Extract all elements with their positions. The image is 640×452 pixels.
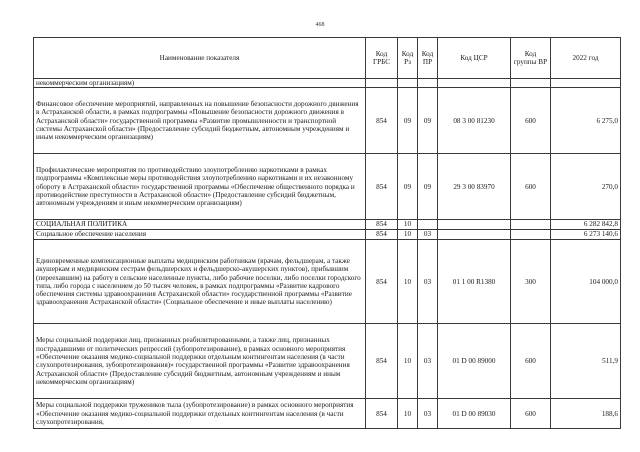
row-grbs: 854 [366,240,398,324]
row-name: Финансовое обеспечение мероприятий, направленных на повышение безопасности дорожного движения в Астраханской области, в рамках подпрограммы «Повышение безопасности дорожного движения в Астраханской области» государственной программы «Развитие промышленности и транспортной системы Астраханской области» (Предоставление субсидий бюджетным, автономным учреждениям и иным некоммерческим организациям) [34,88,366,154]
row-pr [418,79,438,88]
row-amount [551,79,621,88]
row-rz: 10 [398,220,418,230]
row-csr [438,79,511,88]
row-rz [398,79,418,88]
row-name: Единовременные компенсационные выплаты медицинским работникам (врачам, фельдшерам, а также акушеркам и медицинским сестрам фельдшерских и фельдшерско-акушерских пунктов), прибывшим (переехавшим) на работу в сельские населенные пункты, либо рабочие поселки, либо поселки городского типа, либо города с населением до 50 тысяч человек, в рамках подпрограммы «Развитие кадрового обеспечения системы здравоохранения Астраханской области» государственной программы «Развитие здравоохранения Астраханской области» (Социальное обеспечение и иные выплаты населению) [34,240,366,324]
column-header-year: 2022 год [551,38,621,79]
row-rz: 10 [398,230,418,240]
row-csr: 29 3 00 83970 [438,154,511,220]
table-header-row [34,38,621,79]
row-name: Меры социальной поддержки тружеников тыла (зубопротезирование) в рамках основного мероприятия «Обеспечение оказания медико-социальной поддержки отдельных контингентам населения (в части слухопротезирования, [34,399,366,429]
row-amount: 6 275,0 [551,88,621,154]
row-amount: 511,9 [551,324,621,399]
row-name: СОЦИАЛЬНАЯ ПОЛИТИКА [34,220,366,230]
row-csr: 08 3 00 81230 [438,88,511,154]
row-rz: 09 [398,88,418,154]
table-row-section [34,230,621,240]
table-row [34,399,621,429]
row-name: Меры социальной поддержки лиц, признанных реабилитированными, а также лиц, признанных пострадавшими от политических репрессий (зубопротезирование), в рамках основного мероприятия «Обеспечение оказания медико-социальной поддержки отдельным контингентам населения (в части слухопротезирования, зубопротезирования)» государственной программы «Развитие здравоохранения Астраханской области» (Предоставление субсидий бюджетным, автономным учреждениям и иным некоммерческим организациям) [34,324,366,399]
row-grbs: 854 [366,154,398,220]
row-amount: 188,6 [551,399,621,429]
row-pr [418,220,438,230]
table-row [34,154,621,220]
row-vr [511,79,551,88]
row-vr: 600 [511,324,551,399]
row-pr: 03 [418,399,438,429]
row-rz: 10 [398,240,418,324]
row-grbs: 854 [366,88,398,154]
table-row [34,240,621,324]
row-pr: 03 [418,240,438,324]
budget-table [33,37,621,429]
row-vr: 600 [511,154,551,220]
row-grbs: 854 [366,220,398,230]
row-amount: 104 000,0 [551,240,621,324]
row-vr: 600 [511,88,551,154]
table-row [34,79,621,88]
row-vr: 600 [511,399,551,429]
row-rz: 09 [398,154,418,220]
row-rz: 10 [398,399,418,429]
row-amount: 6 282 842,8 [551,220,621,230]
row-pr: 09 [418,154,438,220]
row-pr: 03 [418,230,438,240]
row-rz: 10 [398,324,418,399]
row-csr [438,230,511,240]
row-vr [511,230,551,240]
column-header-vr: Код группы ВР [511,38,551,79]
column-header-name: Наименование показателя [34,38,366,79]
row-name: Профилактические мероприятия по противодействию злоупотреблению наркотиками в рамках подпрограммы «Комплексные меры противодействия злоупотреблению наркотиками и их незаконному обороту в Астраханской области» государственной программы «Обеспечение общественного порядка и противодействие преступности в Астраханской области» (Предоставление субсидий бюджетным, автономным учреждениям и иным некоммерческим организациям) [34,154,366,220]
column-header-csr: Код ЦСР [438,38,511,79]
row-amount: 270,0 [551,154,621,220]
row-grbs [366,79,398,88]
row-grbs: 854 [366,399,398,429]
row-name: Социальное обеспечение населения [34,230,366,240]
row-vr [511,220,551,230]
row-name: некоммерческим организациям) [34,79,366,88]
table-row-section [34,220,621,230]
row-grbs: 854 [366,230,398,240]
page-number: 468 [315,22,325,28]
row-amount: 6 273 140,6 [551,230,621,240]
row-csr: 01 D 00 89030 [438,399,511,429]
row-csr [438,220,511,230]
row-pr: 09 [418,88,438,154]
row-pr: 03 [418,324,438,399]
row-vr: 300 [511,240,551,324]
column-header-grbs: Код ГРБС [366,38,398,79]
row-csr: 01 D 00 89000 [438,324,511,399]
row-grbs: 854 [366,324,398,399]
column-header-rz: Код Рз [398,38,418,79]
column-header-pr: Код ПР [418,38,438,79]
table-row [34,88,621,154]
row-csr: 01 1 00 R1380 [438,240,511,324]
table-row [34,324,621,399]
